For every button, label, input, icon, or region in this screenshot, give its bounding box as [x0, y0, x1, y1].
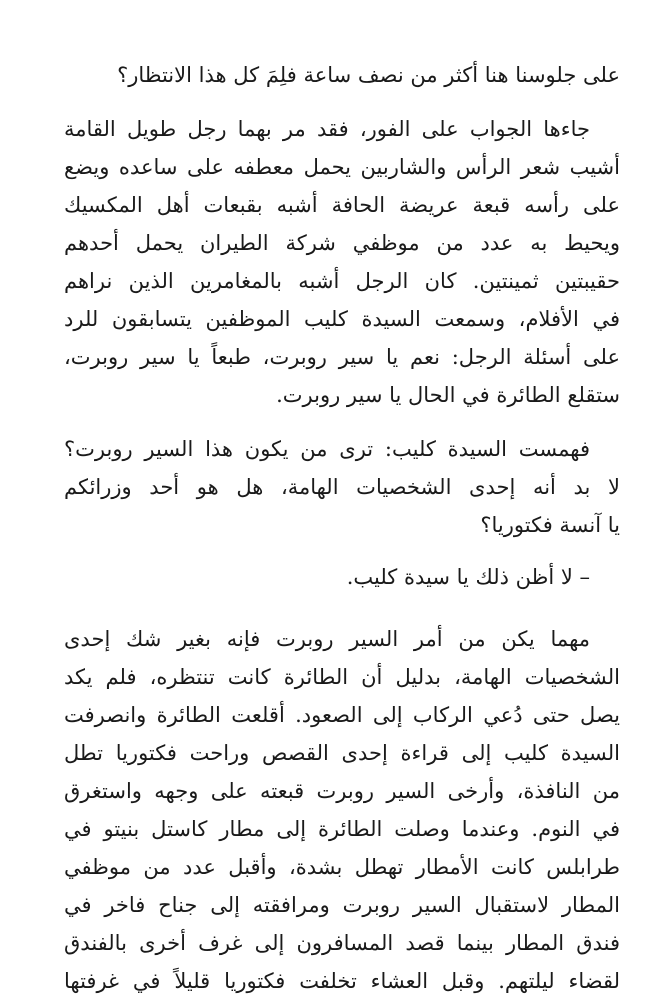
- text-line: ستقلع الطائرة في الحال يا سير روبرت.: [276, 383, 620, 407]
- paragraph-3: [64, 430, 620, 544]
- text-line: ويحيط به عدد من موظفي شركة الطيران يحمل أحدهم: [64, 231, 620, 255]
- text-line: أشيب شعر الرأس والشاربين يحمل معطفه على ساعده ويضع: [64, 155, 620, 179]
- text-line: في النوم. وعندما وصلت الطائرة إلى مطار كاستل بنيتو في: [64, 817, 620, 841]
- book-page: [64, 56, 620, 1000]
- text-line: مهما يكن من أمر السير روبرت فإنه بغير شك إحدى: [64, 627, 590, 651]
- text-line: السيدة كليب إلى قراءة إحدى القصص وراحت فكتوريا تطل: [64, 741, 620, 765]
- text-line: طرابلس كانت الأمطار تهطل بشدة، وأقبل عدد من موظفي: [64, 855, 620, 879]
- text-line: في الأفلام، وسمعت السيدة كليب الموظفين يتسابقون للرد: [64, 307, 620, 331]
- text-line: على جلوسنا هنا أكثر من نصف ساعة فلِمَ كل هذا الانتظار؟: [117, 63, 620, 87]
- paragraph-2: [64, 110, 620, 414]
- text-line: المطار لاستقبال السير روبرت ومرافقته إلى جناح فاخر في: [64, 893, 620, 917]
- text-line: يصل حتى دُعي الركاب إلى الصعود. أقلعت الطائرة وانصرفت: [64, 703, 620, 727]
- text-line: جاءها الجواب على الفور، فقد مر بهما رجل طويل القامة: [64, 117, 590, 141]
- text-line: على أسئلة الرجل: نعم يا سير روبرت، طبعاً يا سير روبرت،: [64, 345, 620, 369]
- text-line: على رأسه قبعة عريضة الحافة أشبه بقبعات أهل المكسيك: [64, 193, 620, 217]
- text-line: يا آنسة فكتوريا؟: [480, 513, 620, 537]
- paragraph-1: [64, 56, 620, 94]
- text-line: فندق المطار بينما قصد المسافرون إلى غرف أخرى بالفندق: [64, 931, 620, 955]
- text-line: الشخصيات الهامة، بدليل أن الطائرة كانت تنتظره، فلم يكد: [64, 665, 620, 689]
- paragraph-5: [64, 620, 620, 1000]
- text-line: – لا أظن ذلك يا سيدة كليب.: [346, 565, 590, 589]
- paragraph-4: [64, 558, 620, 596]
- text-line: لا بد أنه إحدى الشخصيات الهامة، هل هو أحد وزرائكم: [64, 475, 620, 499]
- text-line: فهمست السيدة كليب: ترى من يكون هذا السير روبرت؟: [64, 437, 590, 461]
- text-line: حقيبتين ثمينتين. كان الرجل أشبه بالمغامرين الذين نراهم: [64, 269, 620, 293]
- text-line: لقضاء ليلتهم. وقبل العشاء تخلفت فكتوريا قليلاً في غرفتها: [64, 969, 620, 993]
- text-line: من النافذة، وأرخى السير روبرت قبعته على وجهه واستغرق: [64, 779, 620, 803]
